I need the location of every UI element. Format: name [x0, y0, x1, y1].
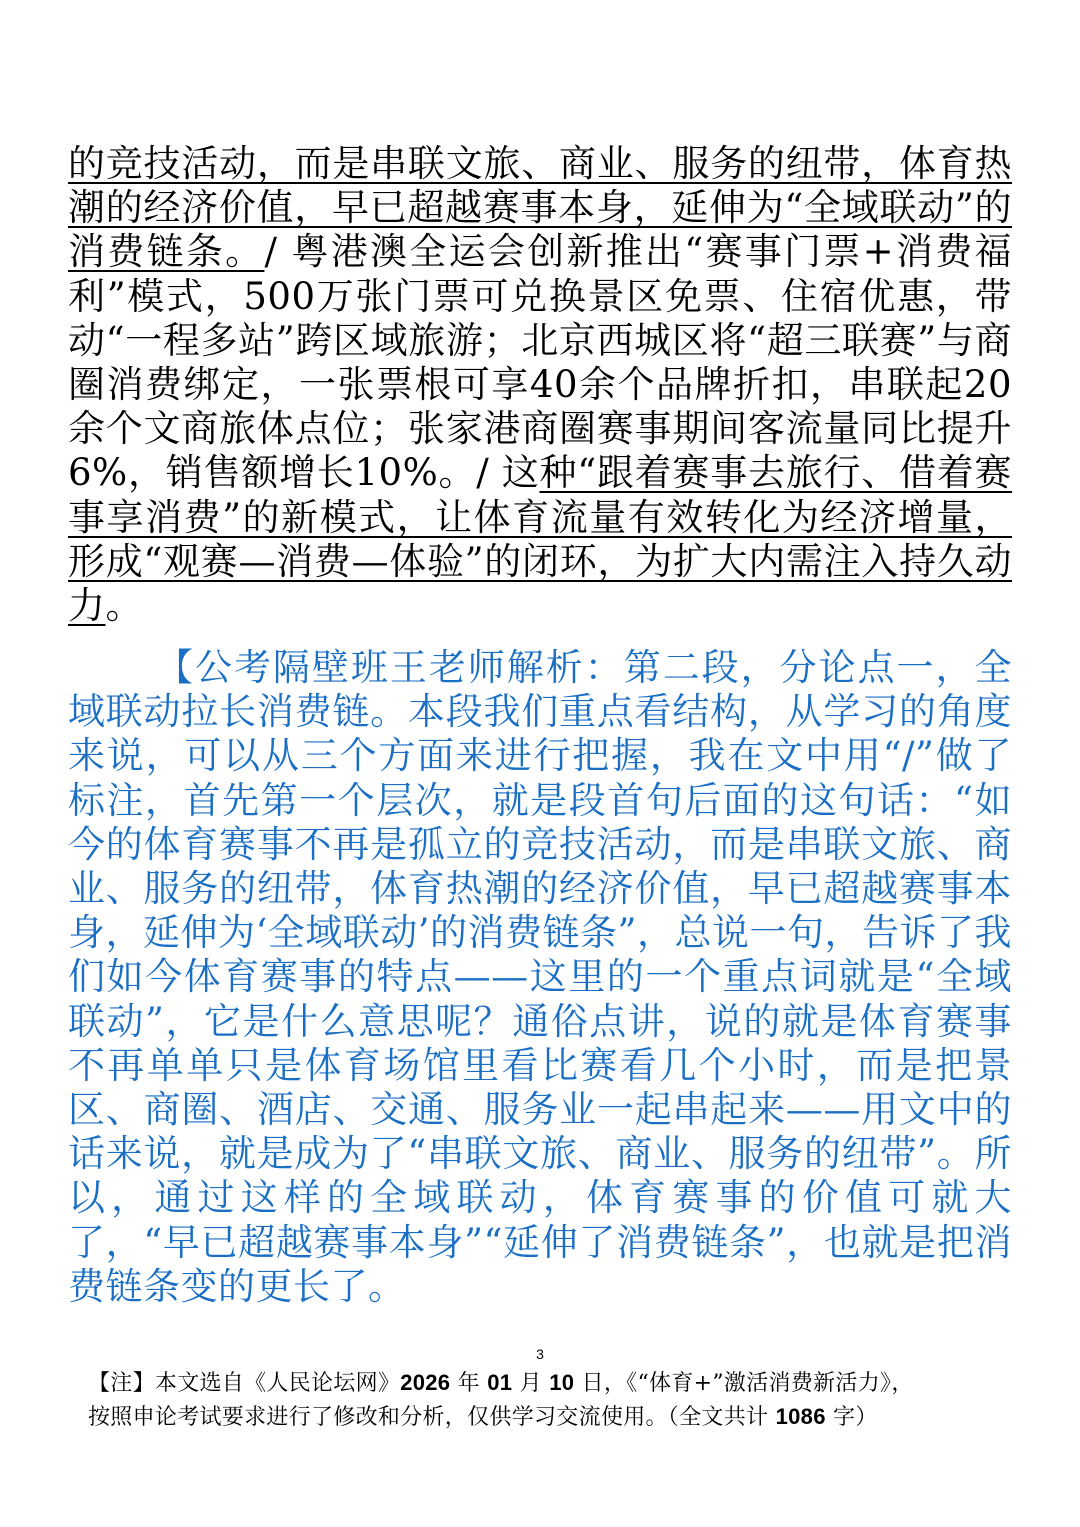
article-body-text: / 粤港澳全运会创新推出“赛事门票+消费福利”模式，500万张门票可兑换景区免票、住宿优惠，带动“一程多站”跨区域旅游；北京西城区将“超三联赛”与商圈消费绑定，一张票根可享40余个品牌折扣，串联起20余个文商旅体点位；张家港商圈赛事期间客流量同比提升6%，销售额增长10%。/ 这: [68, 230, 1012, 495]
footnote-month: 01: [487, 1370, 513, 1395]
footnote-prefix: 【注】本文选自《人民论坛网》: [88, 1371, 401, 1396]
underlined-sentence-2: 种“跟着赛事去旅行、借着赛事享消费”的新模式，让体育流量有效转化为经济增量，形成“观赛—消费—体验”的闭环，为扩大内需注入持久动力: [68, 451, 1012, 628]
footnote-year-unit: 年: [450, 1371, 488, 1396]
underlined-sentence-1: 的竞技活动，而是串联文旅、商业、服务的纽带，体育热潮的经济价值，早已超越赛事本身，延伸为“全域联动”的消费链条。: [68, 142, 1012, 274]
article-paragraph: [68, 142, 1012, 628]
footnote-year: 2026: [400, 1370, 451, 1395]
teacher-analysis: 【公考隔壁班王老师解析：第二段，分论点一，全域联动拉长消费链。本段我们重点看结构，从学习的角度来说，可以从三个方面来进行把握，我在文中用“/”做了标注，首先第一个层次，就是段首句后面的这句话：“如今的体育赛事不再是孤立的竞技活动，而是串联文旅、商业、服务的纽带，体育热潮的经济价值，早已超越赛事本身，延伸为‘全域联动’的消费链条”，总说一句，告诉了我们如今体育赛事的特点——这里的一个重点词就是“全域联动”，它是什么意思呢？通俗点讲，说的就是体育赛事不再单单只是体育场馆里看比赛看几个小时，而是把景区、商圈、酒店、交通、服务业一起串起来——用文中的话来说，就是成为了“串联文旅、商业、服务的纽带”。所以，通过这样的全域联动，体育赛事的价值可就大了，“早已超越赛事本身”“延伸了消费链条”，也就是把消费链条变的更长了。: [68, 646, 1012, 1308]
footnote-article-title: 《“体育+”激活消费新活力》，: [626, 1371, 914, 1396]
article-end-mark: 。: [105, 584, 143, 628]
footnote-month-unit: 月: [512, 1371, 550, 1396]
footnote-usage-note: 按照申论考试要求进行了修改和分析，仅供学习交流使用。（全文共计: [88, 1405, 776, 1430]
footnote-day: 10: [549, 1370, 575, 1395]
footnote-word-count: 1086: [775, 1404, 826, 1429]
footnote-day-unit: 日，: [574, 1371, 627, 1396]
source-footnote: [88, 1366, 1008, 1434]
footnote-count-unit: 字）: [825, 1405, 878, 1430]
page-number: 3: [536, 1346, 544, 1362]
